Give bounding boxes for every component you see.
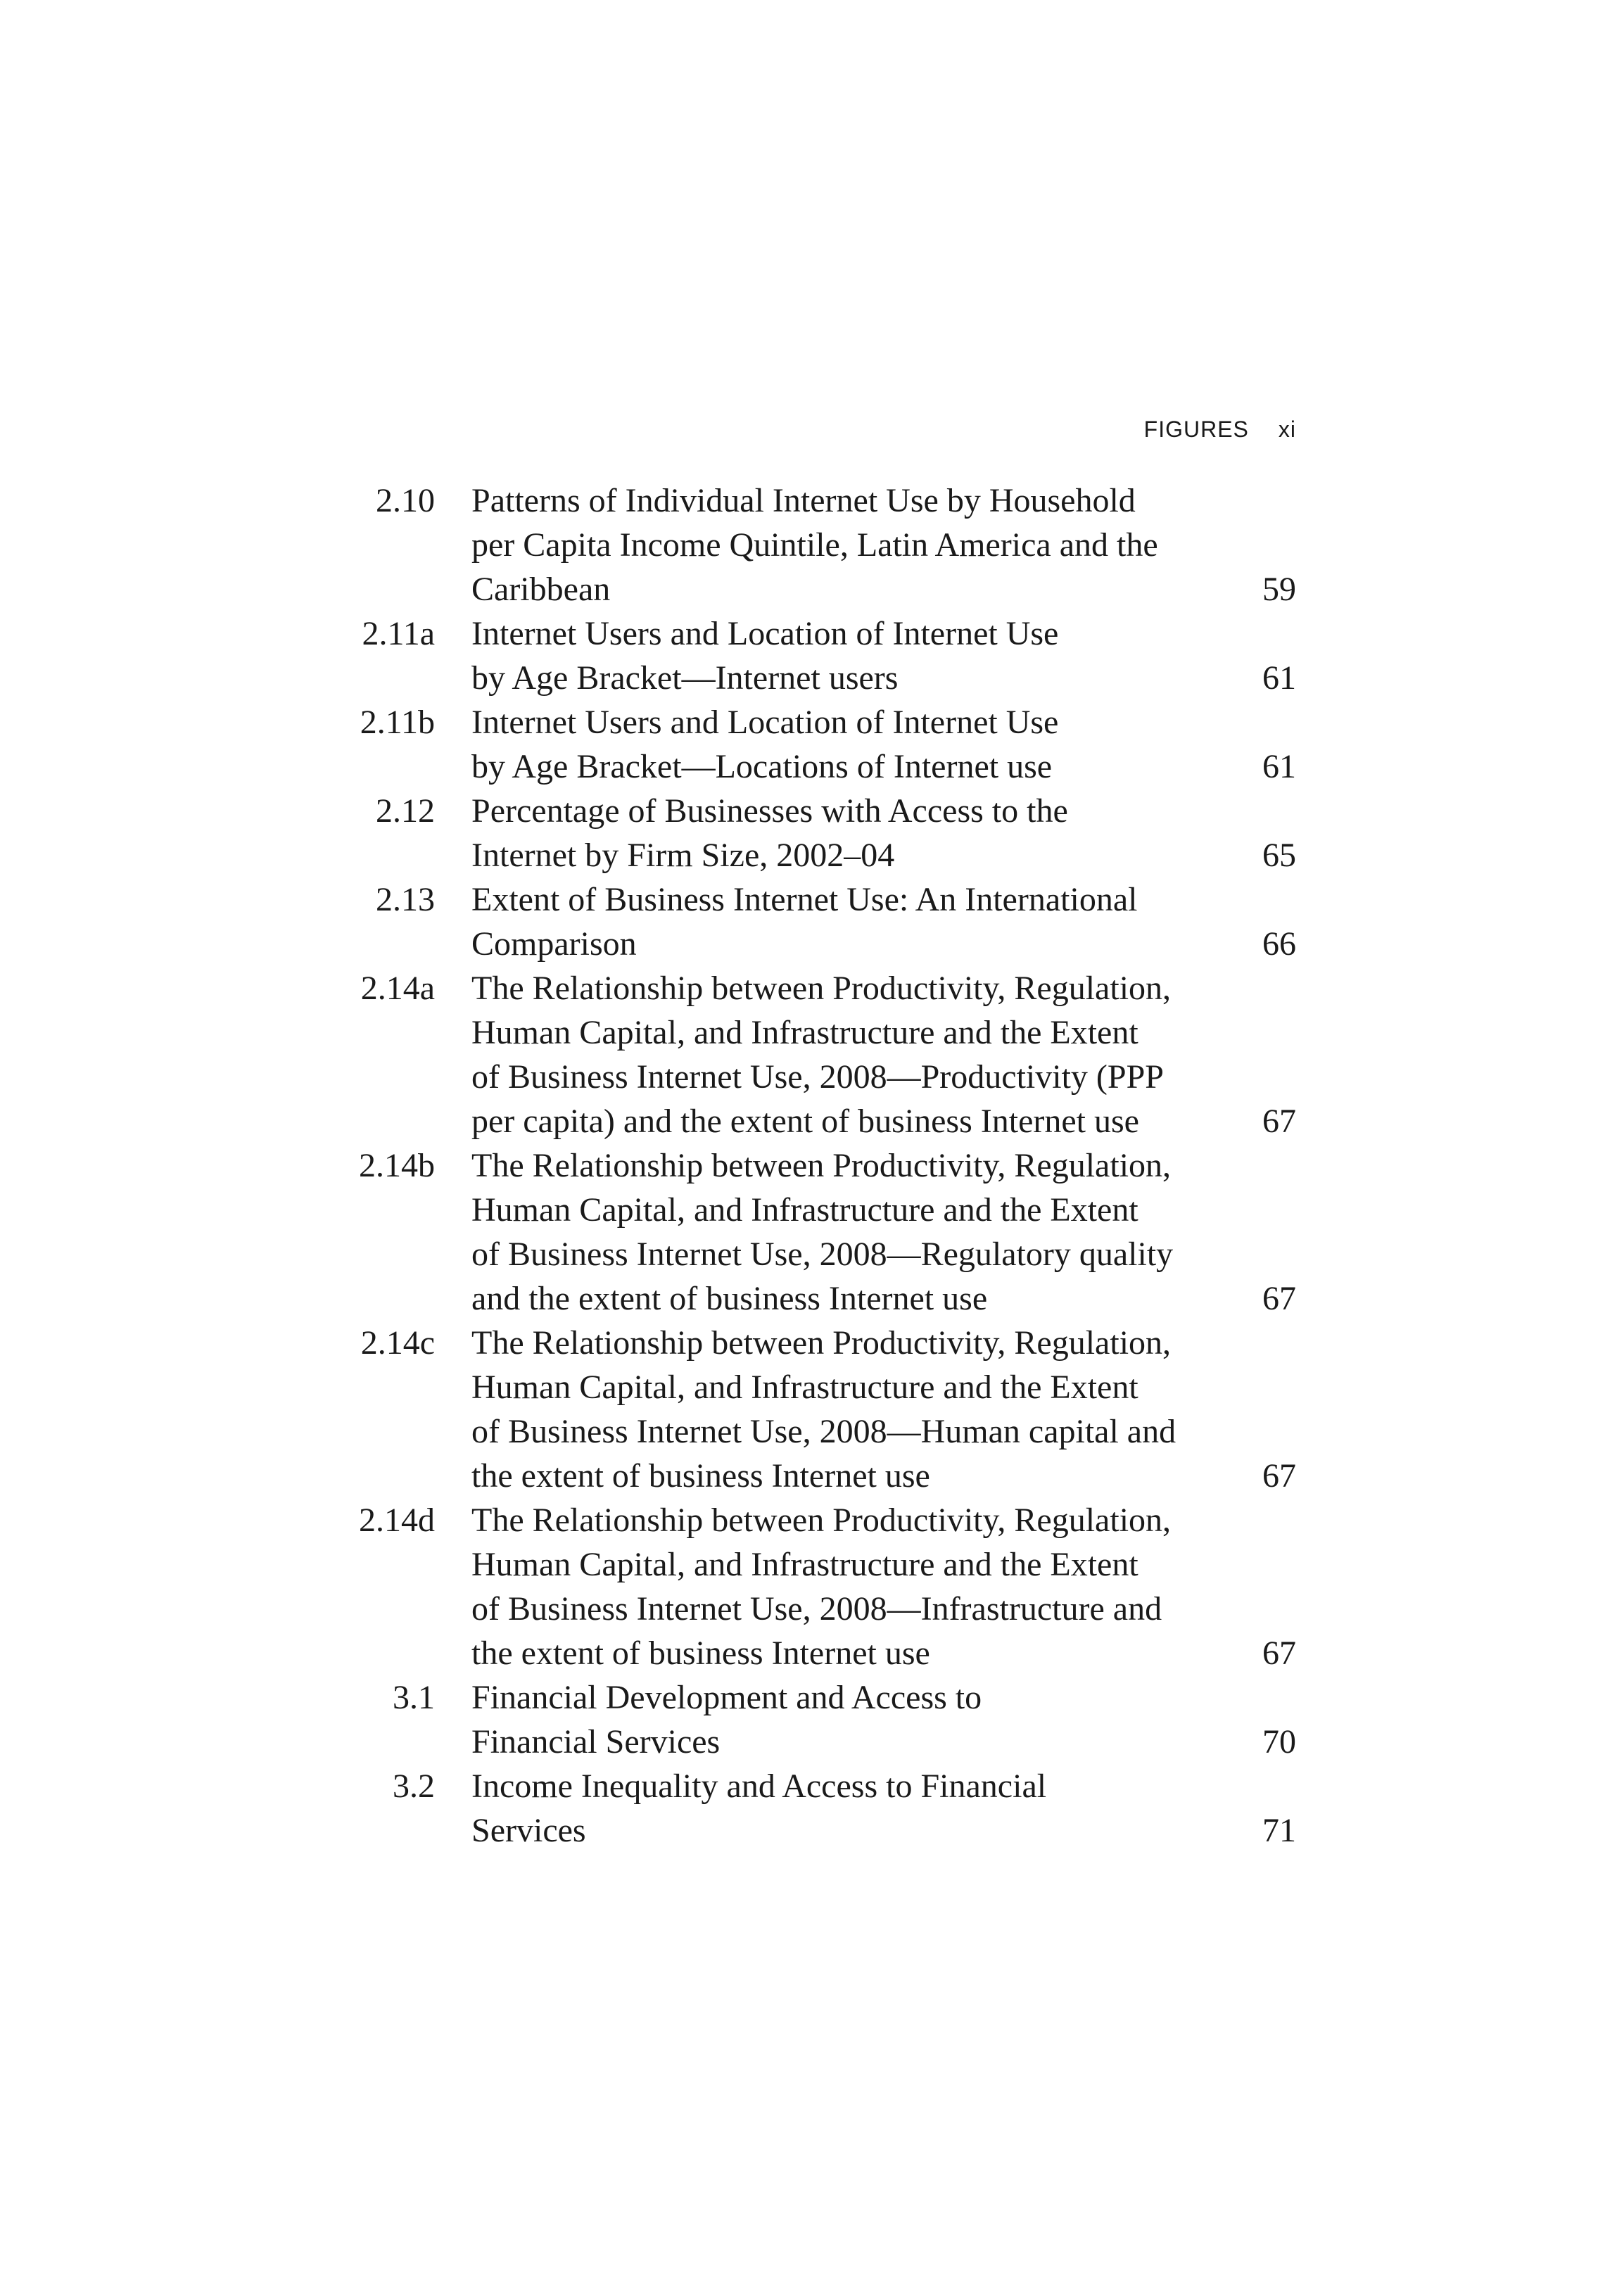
title-line: of Business Internet Use, 2008—Regulatory quality xyxy=(471,1236,1174,1273)
title-line: Comparison xyxy=(471,925,637,963)
figure-title xyxy=(471,700,1203,789)
figure-entry xyxy=(338,966,1296,1143)
page-number: 70 xyxy=(1262,1723,1296,1760)
title-line: the extent of business Internet use xyxy=(471,1635,930,1672)
figure-title xyxy=(471,1498,1203,1675)
figure-title xyxy=(471,789,1203,877)
figure-title xyxy=(471,966,1203,1143)
figure-entry xyxy=(338,1498,1296,1675)
figure-number: 3.1 xyxy=(393,1679,435,1716)
figure-entry xyxy=(338,1764,1296,1853)
title-line: The Relationship between Productivity, Regulation, xyxy=(471,970,1172,1007)
title-line: Internet by Firm Size, 2002–04 xyxy=(471,837,895,874)
page-number: 65 xyxy=(1262,837,1296,874)
title-line: by Age Bracket—Locations of Internet use xyxy=(471,748,1053,785)
folio: xi xyxy=(1278,417,1296,442)
figure-title xyxy=(471,1321,1203,1498)
page-number: 59 xyxy=(1262,571,1296,608)
figure-entry xyxy=(338,700,1296,789)
figure-title xyxy=(471,1675,1203,1764)
running-head xyxy=(1098,417,1296,450)
page-number: 66 xyxy=(1262,925,1296,963)
figure-number: 2.14a xyxy=(360,970,435,1007)
figure-number: 2.14c xyxy=(360,1324,435,1362)
title-line: The Relationship between Productivity, Regulation, xyxy=(471,1502,1172,1539)
figures-list xyxy=(338,478,1296,1853)
figure-number: 2.11a xyxy=(362,615,435,652)
title-line: Human Capital, and Infrastructure and the Extent xyxy=(471,1546,1138,1583)
title-line: per Capita Income Quintile, Latin America and the xyxy=(471,526,1158,564)
page-number: 71 xyxy=(1262,1812,1296,1849)
section-title: FIGURES xyxy=(1143,417,1249,442)
page-number: 61 xyxy=(1262,748,1296,785)
title-line: of Business Internet Use, 2008—Productivity (PPP xyxy=(471,1058,1164,1096)
title-line: by Age Bracket—Internet users xyxy=(471,659,899,697)
title-line: Human Capital, and Infrastructure and the Extent xyxy=(471,1014,1138,1051)
title-line: and the extent of business Internet use xyxy=(471,1280,988,1317)
title-line: Internet Users and Location of Internet Use xyxy=(471,704,1059,741)
figure-entry xyxy=(338,611,1296,700)
figure-number: 2.13 xyxy=(376,881,435,918)
title-line: Human Capital, and Infrastructure and the Extent xyxy=(471,1369,1138,1406)
title-line: the extent of business Internet use xyxy=(471,1457,930,1495)
title-line: Human Capital, and Infrastructure and the Extent xyxy=(471,1191,1138,1229)
figure-number: 2.14d xyxy=(359,1502,435,1539)
page-number: 67 xyxy=(1262,1635,1296,1672)
figure-number: 2.14b xyxy=(359,1147,435,1184)
figure-title xyxy=(471,1764,1203,1853)
figure-entry xyxy=(338,1675,1296,1764)
title-line: Internet Users and Location of Internet Use xyxy=(471,615,1059,652)
figure-entry xyxy=(338,478,1296,611)
figure-entry xyxy=(338,877,1296,966)
title-line: per capita) and the extent of business Internet use xyxy=(471,1103,1139,1140)
figure-entry xyxy=(338,1321,1296,1498)
title-line: Income Inequality and Access to Financial xyxy=(471,1768,1047,1805)
title-line: The Relationship between Productivity, Regulation, xyxy=(471,1324,1172,1362)
title-line: Caribbean xyxy=(471,571,611,608)
title-line: Patterns of Individual Internet Use by Household xyxy=(471,482,1136,519)
page-number: 67 xyxy=(1262,1457,1296,1495)
title-line: of Business Internet Use, 2008—Human capital and xyxy=(471,1413,1176,1450)
title-line: of Business Internet Use, 2008—Infrastructure and xyxy=(471,1590,1162,1628)
title-line: Services xyxy=(471,1812,586,1849)
figure-title xyxy=(471,1143,1203,1321)
figure-entry xyxy=(338,789,1296,877)
figure-number: 2.11b xyxy=(360,704,435,741)
title-line: The Relationship between Productivity, Regulation, xyxy=(471,1147,1172,1184)
figure-title xyxy=(471,478,1203,611)
page-number: 61 xyxy=(1262,659,1296,697)
title-line: Financial Services xyxy=(471,1723,721,1760)
figure-entry xyxy=(338,1143,1296,1321)
figure-title xyxy=(471,611,1203,700)
page-number: 67 xyxy=(1262,1103,1296,1140)
figure-number: 3.2 xyxy=(393,1768,435,1805)
title-line: Percentage of Businesses with Access to the xyxy=(471,792,1068,830)
title-line: Extent of Business Internet Use: An International xyxy=(471,881,1138,918)
page-number: 67 xyxy=(1262,1280,1296,1317)
figure-number: 2.12 xyxy=(376,792,435,830)
figure-number: 2.10 xyxy=(376,482,435,519)
title-line: Financial Development and Access to xyxy=(471,1679,982,1716)
figure-title xyxy=(471,877,1203,966)
